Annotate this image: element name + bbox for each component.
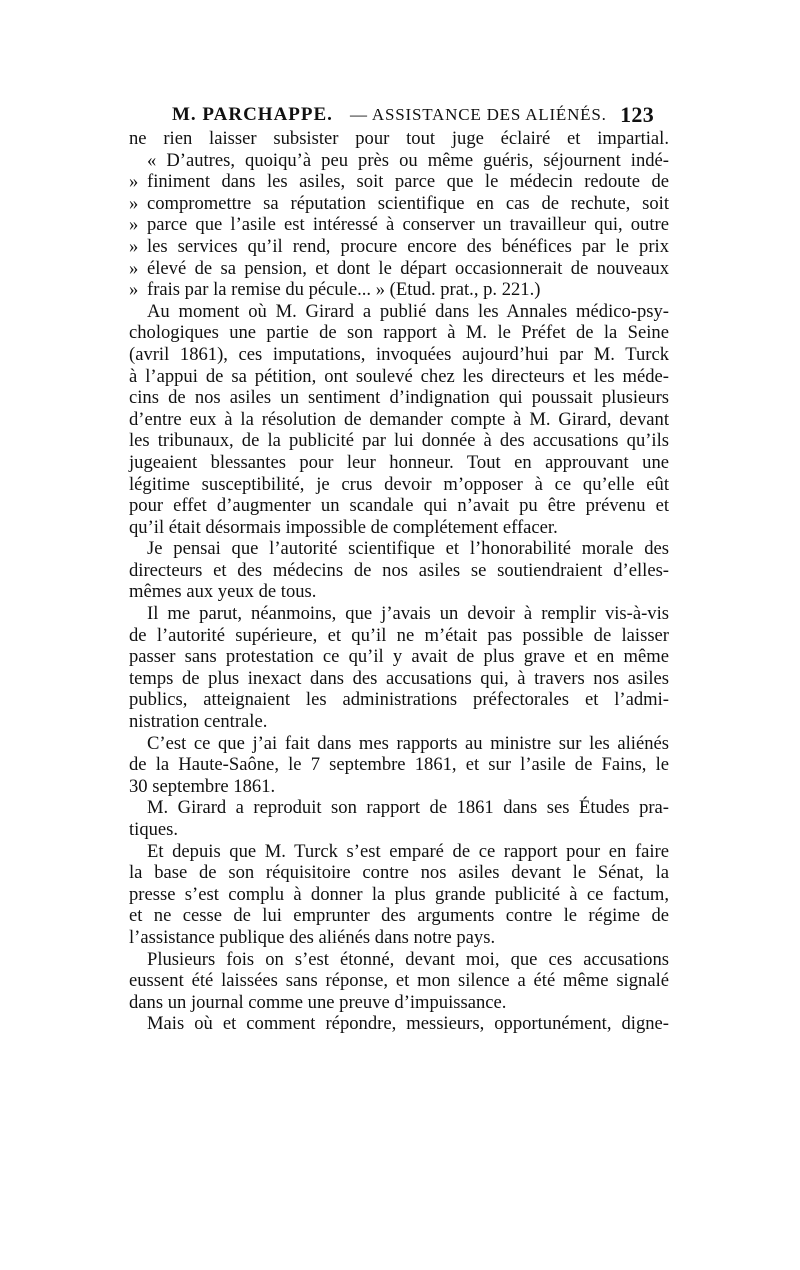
text-line: Plusieurs fois on s’est étonné, devant moi, que ces accusations bbox=[147, 948, 669, 970]
page-number: 123 bbox=[620, 102, 654, 127]
text-line: presse s’est complu à donner la plus grande publicité à ce factum, bbox=[129, 883, 669, 905]
text-line: pour effet d’augmenter un scandale qui n’avait pu être prévenu et bbox=[129, 495, 669, 517]
text-line: ne rien laisser subsister pour tout juge éclairé et impartial. bbox=[129, 128, 669, 149]
text-line: eussent été laissées sans réponse, et mon silence a été même signalé bbox=[129, 970, 669, 992]
text-line: d’entre eux à la résolution de demander compte à M. Girard, devant bbox=[129, 408, 669, 430]
text-line: de la Haute-Saône, le 7 septembre 1861, et sur l’asile de Fains, le bbox=[129, 754, 669, 776]
text-line: M. Girard a reproduit son rapport de 1861 dans ses Études pra- bbox=[147, 797, 669, 819]
text-line: légitime susceptibilité, je crus devoir m’opposer à ce qu’elle eût bbox=[129, 473, 669, 495]
text-line: 30 septembre 1861. bbox=[129, 775, 276, 797]
text-line-content: frais par la remise du pécule... » (Etud. prat., p. 221.) bbox=[147, 279, 541, 301]
text-line: qu’il était désormais impossible de complétement effacer. bbox=[129, 516, 558, 538]
text-line: de l’autorité supérieure, et qu’il ne m’était pas possible de laisser bbox=[129, 624, 669, 646]
page-body-text bbox=[129, 128, 669, 1035]
text-line: Mais où et comment répondre, messieurs, opportunément, digne- bbox=[147, 1013, 669, 1035]
quote-mark: » bbox=[129, 257, 139, 279]
text-line: cins de nos asiles un sentiment d’indignation qui poussait plusieurs bbox=[129, 387, 669, 409]
text-line: mêmes aux yeux de tous. bbox=[129, 581, 317, 603]
text-line: la base de son réquisitoire contre nos asiles devant le Sénat, la bbox=[129, 862, 669, 884]
text-line: Et depuis que M. Turck s’est emparé de ce rapport pour en faire bbox=[147, 840, 669, 862]
text-line: Au moment où M. Girard a publié dans les Annales médico-psy- bbox=[147, 300, 669, 322]
header-author: M. PARCHAPPE. bbox=[172, 104, 333, 125]
text-line-content: les services qu’il rend, procure encore des bénéfices par le prix bbox=[147, 235, 669, 257]
text-line: C’est ce que j’ai fait dans mes rapports au ministre sur les aliénés bbox=[147, 732, 669, 754]
text-line bbox=[129, 193, 669, 215]
text-line: nistration centrale. bbox=[129, 711, 268, 733]
text-line-content: parce que l’asile est intéressé à conserver un travailleur qui, outre bbox=[147, 214, 669, 236]
text-line: temps de plus inexact dans des accusations qui, à travers nos asiles bbox=[129, 667, 669, 689]
text-line-content: élevé de sa pension, et dont le départ occasionnerait de nouveaux bbox=[147, 257, 669, 279]
text-line: (avril 1861), ces imputations, invoquées aujourd’hui par M. Turck bbox=[129, 343, 669, 365]
text-line: Il me parut, néanmoins, que j’avais un devoir à remplir vis-à-vis bbox=[147, 603, 669, 625]
text-line-content: finiment dans les asiles, soit parce que le médecin redoute de bbox=[147, 171, 669, 193]
text-line bbox=[129, 214, 669, 236]
text-line bbox=[129, 236, 669, 258]
text-line: jugeaient blessantes pour leur honneur. Tout en approuvant une bbox=[129, 451, 669, 473]
text-line: et ne cesse de lui emprunter des arguments contre le régime de bbox=[129, 905, 669, 927]
text-line: chologiques une partie de son rapport à M. le Préfet de la Seine bbox=[129, 322, 669, 344]
text-line: l’assistance publique des aliénés dans notre pays. bbox=[129, 926, 496, 948]
quote-mark: » bbox=[129, 214, 139, 236]
quote-mark: » bbox=[129, 235, 139, 257]
text-line bbox=[129, 258, 669, 280]
text-line-content: compromettre sa réputation scientifique en cas de rechute, soit bbox=[147, 192, 669, 214]
text-line: publics, atteignaient les administrations préfectorales et l’admi- bbox=[129, 689, 669, 711]
text-line: passer sans protestation ce qu’il y avait de plus grave et en même bbox=[129, 646, 669, 668]
text-line: tiques. bbox=[129, 819, 179, 840]
text-line: « D’autres, quoiqu’à peu près ou même guéris, séjournent indé- bbox=[147, 149, 669, 171]
quote-mark: » bbox=[129, 279, 139, 301]
header-title: — ASSISTANCE DES ALIÉNÉS. bbox=[350, 105, 607, 124]
text-line: directeurs et des médecins de nos asiles se soutiendraient d’elles- bbox=[129, 559, 669, 581]
text-line: dans un journal comme une preuve d’impuissance. bbox=[129, 991, 507, 1013]
text-line: à l’appui de sa pétition, ont soulevé chez les directeurs et les méde- bbox=[129, 365, 669, 387]
text-line bbox=[129, 171, 669, 193]
text-line: Je pensai que l’autorité scientifique et l’honorabilité morale des bbox=[147, 538, 669, 560]
text-line: les tribunaux, de la publicité par lui donnée à des accusations qu’ils bbox=[129, 430, 669, 452]
quote-mark: » bbox=[129, 171, 139, 193]
quote-mark: » bbox=[129, 192, 139, 214]
text-line bbox=[129, 279, 669, 301]
